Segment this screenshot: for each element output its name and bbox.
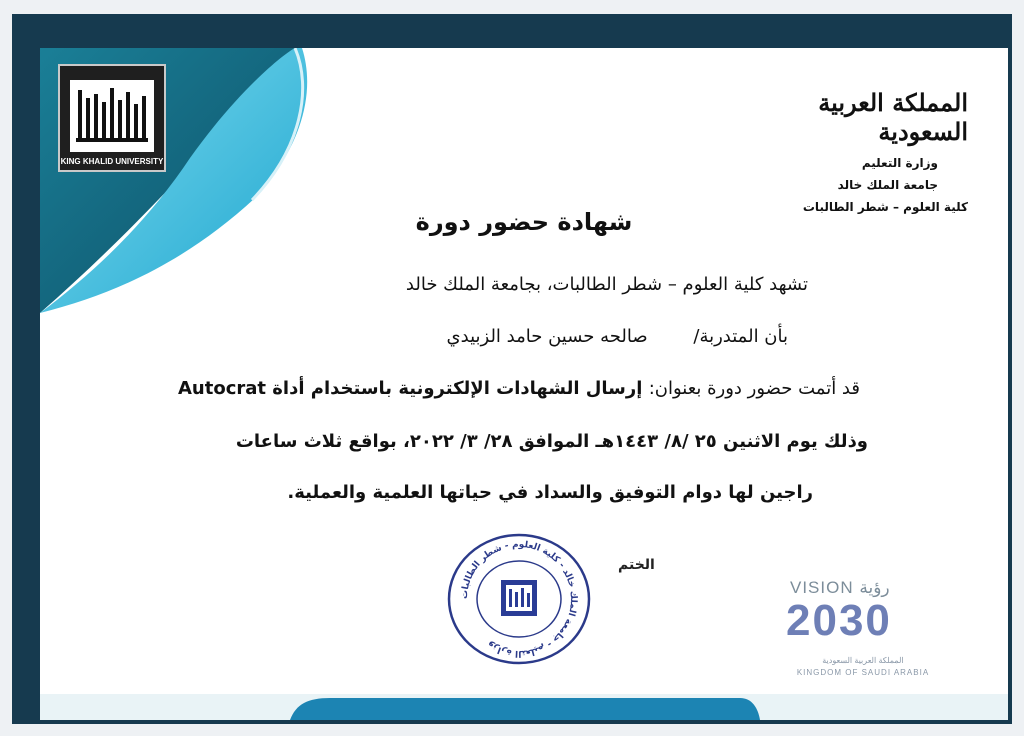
course-line <box>178 378 860 399</box>
vision-year: 2030 <box>786 596 892 645</box>
certificate-frame <box>12 14 1012 724</box>
certificate-title: شهادة حضور دورة <box>415 208 633 236</box>
bottom-ribbon-decoration <box>40 684 1008 720</box>
seal-ring-text: وزارة التعليم - جامعة الملك خالد - كلية العلوم - شطر الطالبات <box>459 539 579 659</box>
university-name: جامعة الملك خالد <box>837 178 938 192</box>
vision-2030-logo <box>782 578 942 688</box>
closing-line: راجين لها دوام التوفيق والسداد في حياتها العلمية والعملية. <box>287 482 813 503</box>
vision-label: VISION رؤية <box>790 578 890 597</box>
ministry-name: وزارة التعليم <box>861 156 938 170</box>
trainee-label: بأن المتدربة/ <box>693 326 788 347</box>
course-title: إرسال الشهادات الإلكترونية باستخدام أداة Autocrat <box>178 378 643 399</box>
vision-kingdom-ar: المملكة العربية السعودية <box>822 656 904 665</box>
issuer-header <box>728 88 968 218</box>
kingdom-name: المملكة العربية السعودية <box>818 88 968 146</box>
university-emblem-icon <box>70 80 154 152</box>
date-line: وذلك يوم الاثنين ٢٥ /٨/ ١٤٤٣هـ الموافق ٢٨/ ٣/ ٢٠٢٢، بواقع ثلاث ساعات <box>235 431 868 452</box>
seal-label: الختم <box>618 557 655 573</box>
official-seal-stamp <box>446 532 592 666</box>
vision-kingdom-en: KINGDOM OF SAUDI ARABIA <box>796 668 930 677</box>
trainee-name: صالحه حسين حامد الزبيدي <box>446 326 648 347</box>
certify-line: تشهد كلية العلوم – شطر الطالبات، بجامعة الملك خالد <box>405 274 808 295</box>
college-name: كلية العلوم – شطر الطالبات <box>802 200 968 214</box>
course-prefix: قد أتمت حضور دورة بعنوان: <box>648 378 860 399</box>
trainee-line <box>447 326 788 347</box>
university-logo <box>58 64 166 172</box>
logo-caption: KING KHALID UNIVERSITY <box>60 157 164 166</box>
certificate-paper <box>40 48 1008 720</box>
